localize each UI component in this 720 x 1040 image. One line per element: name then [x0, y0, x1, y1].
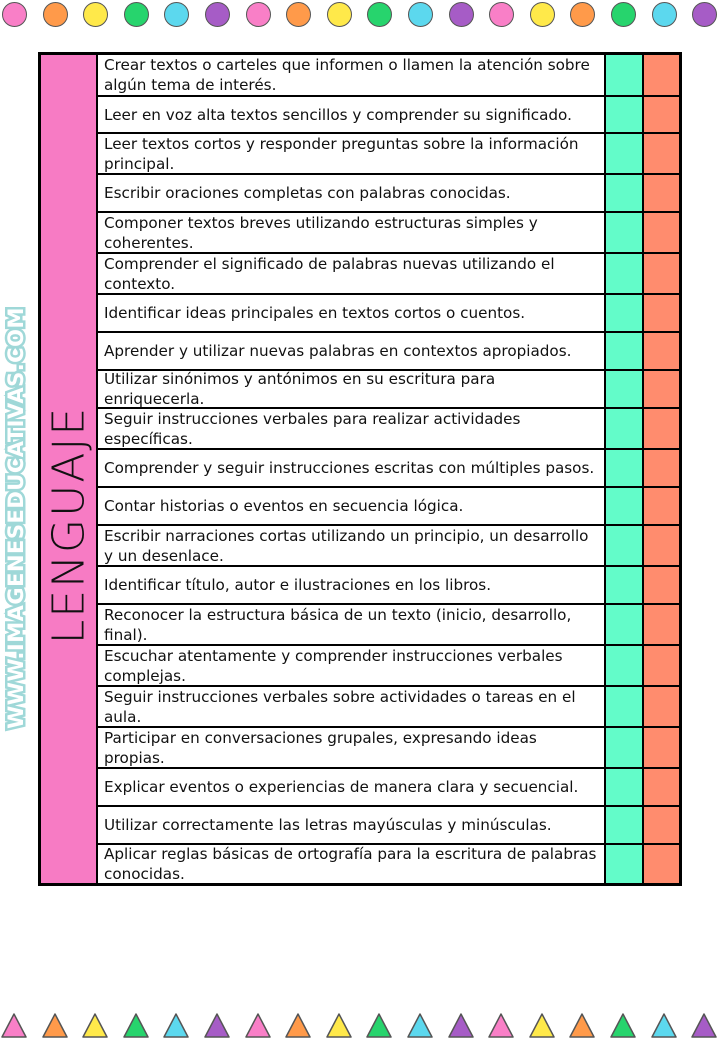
check-cell-green[interactable] [604, 567, 642, 603]
decorative-dot [570, 2, 595, 27]
table-row [98, 409, 679, 450]
decorative-triangle [365, 1012, 393, 1039]
decorative-dot [83, 2, 108, 27]
check-cell-orange[interactable] [642, 254, 679, 293]
decorative-triangle [568, 1012, 596, 1039]
decorative-dot [489, 2, 514, 27]
decorative-triangle [528, 1012, 556, 1039]
criterion-text: Escuchar atentamente y comprender instrucciones verbales complejas. [104, 646, 563, 685]
decorative-dot [246, 2, 271, 27]
bottom-triangles-border [0, 1010, 720, 1040]
criterion-text: Escribir oraciones completas con palabras conocidas. [104, 184, 511, 202]
check-cell-green[interactable] [604, 845, 642, 883]
criterion-text: Aprender y utilizar nuevas palabras en contextos apropiados. [104, 342, 572, 360]
criterion-text: Seguir instrucciones verbales sobre actividades o tareas en el aula. [104, 687, 576, 726]
check-cell-green[interactable] [604, 409, 642, 448]
check-cell-orange[interactable] [642, 845, 679, 883]
table-row [98, 526, 679, 567]
table-row [98, 295, 679, 333]
table-row [98, 769, 679, 807]
check-cell-orange[interactable] [642, 175, 679, 211]
table-row [98, 333, 679, 371]
check-cell-green[interactable] [604, 213, 642, 252]
check-cell-green[interactable] [604, 728, 642, 767]
decorative-dot [652, 2, 677, 27]
check-cell-orange[interactable] [642, 295, 679, 331]
table-row [98, 371, 679, 409]
check-cell-orange[interactable] [642, 450, 679, 486]
decorative-triangle [41, 1012, 69, 1039]
decorative-dot [692, 2, 717, 27]
check-cell-green[interactable] [604, 605, 642, 644]
check-cell-orange[interactable] [642, 134, 679, 173]
check-cell-green[interactable] [604, 450, 642, 486]
check-cell-orange[interactable] [642, 409, 679, 448]
check-cell-orange[interactable] [642, 567, 679, 603]
criterion-text: Leer textos cortos y responder preguntas sobre la información principal. [104, 134, 579, 173]
table-row [98, 450, 679, 488]
decorative-dot [530, 2, 555, 27]
check-cell-orange[interactable] [642, 646, 679, 685]
criterion-text: Explicar eventos o experiencias de manera clara y secuencial. [104, 778, 579, 796]
table-row [98, 254, 679, 295]
table-row [98, 97, 679, 134]
subject-column [41, 55, 98, 883]
decorative-dot [327, 2, 352, 27]
check-cell-green[interactable] [604, 295, 642, 331]
table-row [98, 213, 679, 254]
criterion-text: Identificar ideas principales en textos cortos o cuentos. [104, 304, 526, 322]
table-row [98, 134, 679, 175]
criterion-text: Escribir narraciones cortas utilizando un principio, un desarrollo y un desenlace. [104, 526, 589, 565]
decorative-triangle [203, 1012, 231, 1039]
check-cell-orange[interactable] [642, 55, 679, 95]
checklist-table [38, 52, 682, 886]
criterion-text: Utilizar correctamente las letras mayúsculas y minúsculas. [104, 816, 552, 834]
top-dots-border [0, 0, 720, 30]
table-row [98, 567, 679, 605]
decorative-dot [124, 2, 149, 27]
table-row [98, 55, 679, 97]
check-cell-orange[interactable] [642, 371, 679, 407]
decorative-triangle [81, 1012, 109, 1039]
check-cell-green[interactable] [604, 646, 642, 685]
check-cell-green[interactable] [604, 526, 642, 565]
check-cell-green[interactable] [604, 807, 642, 843]
check-cell-orange[interactable] [642, 728, 679, 767]
decorative-dot [408, 2, 433, 27]
check-cell-orange[interactable] [642, 605, 679, 644]
check-cell-green[interactable] [604, 134, 642, 173]
check-cell-orange[interactable] [642, 213, 679, 252]
decorative-triangle [487, 1012, 515, 1039]
criterion-text: Participar en conversaciones grupales, expresando ideas propias. [104, 728, 537, 767]
watermark-text: WWW.IMAGENESEDUCATIVAS.COM [4, 307, 28, 729]
check-cell-green[interactable] [604, 175, 642, 211]
decorative-triangle [162, 1012, 190, 1039]
check-cell-orange[interactable] [642, 807, 679, 843]
criterion-text: Componer textos breves utilizando estructuras simples y coherentes. [104, 213, 538, 252]
check-cell-orange[interactable] [642, 769, 679, 805]
check-cell-green[interactable] [604, 254, 642, 293]
table-row [98, 687, 679, 728]
check-cell-orange[interactable] [642, 488, 679, 524]
decorative-dot [286, 2, 311, 27]
check-cell-green[interactable] [604, 97, 642, 132]
check-cell-orange[interactable] [642, 333, 679, 369]
check-cell-orange[interactable] [642, 526, 679, 565]
decorative-dot [449, 2, 474, 27]
decorative-dot [43, 2, 68, 27]
criterion-text: Aplicar reglas básicas de ortografía para la escritura de palabras conocidas. [104, 845, 597, 883]
decorative-triangle [609, 1012, 637, 1039]
table-row [98, 728, 679, 769]
criterion-text: Utilizar sinónimos y antónimos en su escritura para enriquecerla. [104, 370, 496, 408]
check-cell-green[interactable] [604, 488, 642, 524]
check-cell-green[interactable] [604, 55, 642, 95]
criterion-text: Comprender el significado de palabras nuevas utilizando el contexto. [104, 254, 555, 293]
criterion-text: Contar historias o eventos en secuencia lógica. [104, 497, 464, 515]
criterion-text: Reconocer la estructura básica de un texto (inicio, desarrollo, final). [104, 605, 572, 644]
decorative-triangle [122, 1012, 150, 1039]
decorative-triangle [406, 1012, 434, 1039]
decorative-triangle [447, 1012, 475, 1039]
decorative-dot [611, 2, 636, 27]
table-row [98, 646, 679, 687]
table-row [98, 807, 679, 845]
criterion-text: Comprender y seguir instrucciones escritas con múltiples pasos. [104, 459, 595, 477]
decorative-dot [205, 2, 230, 27]
criterion-text: Identificar título, autor e ilustraciones en los libros. [104, 576, 492, 594]
criterion-text: Seguir instrucciones verbales para realizar actividades específicas. [104, 409, 521, 448]
decorative-triangle [650, 1012, 678, 1039]
table-row [98, 488, 679, 526]
decorative-triangle [690, 1012, 718, 1039]
website-watermark [2, 307, 30, 729]
table-row [98, 605, 679, 646]
table-row [98, 845, 679, 883]
decorative-triangle [244, 1012, 272, 1039]
check-cell-green[interactable] [604, 333, 642, 369]
table-row [98, 175, 679, 213]
decorative-dot [367, 2, 392, 27]
check-cell-green[interactable] [604, 769, 642, 805]
check-cell-orange[interactable] [642, 97, 679, 132]
check-cell-green[interactable] [604, 687, 642, 726]
check-cell-orange[interactable] [642, 687, 679, 726]
criterion-text: Leer en voz alta textos sencillos y comprender su significado. [104, 105, 572, 124]
check-cell-green[interactable] [604, 371, 642, 407]
decorative-triangle [284, 1012, 312, 1039]
decorative-dot [164, 2, 189, 27]
criterion-text: Crear textos o carteles que informen o llamen la atención sobre algún tema de interés. [104, 56, 590, 94]
decorative-triangle [325, 1012, 353, 1039]
decorative-dot [2, 2, 27, 27]
decorative-triangle [0, 1012, 28, 1039]
subject-label: LENGUAJE [43, 405, 95, 645]
